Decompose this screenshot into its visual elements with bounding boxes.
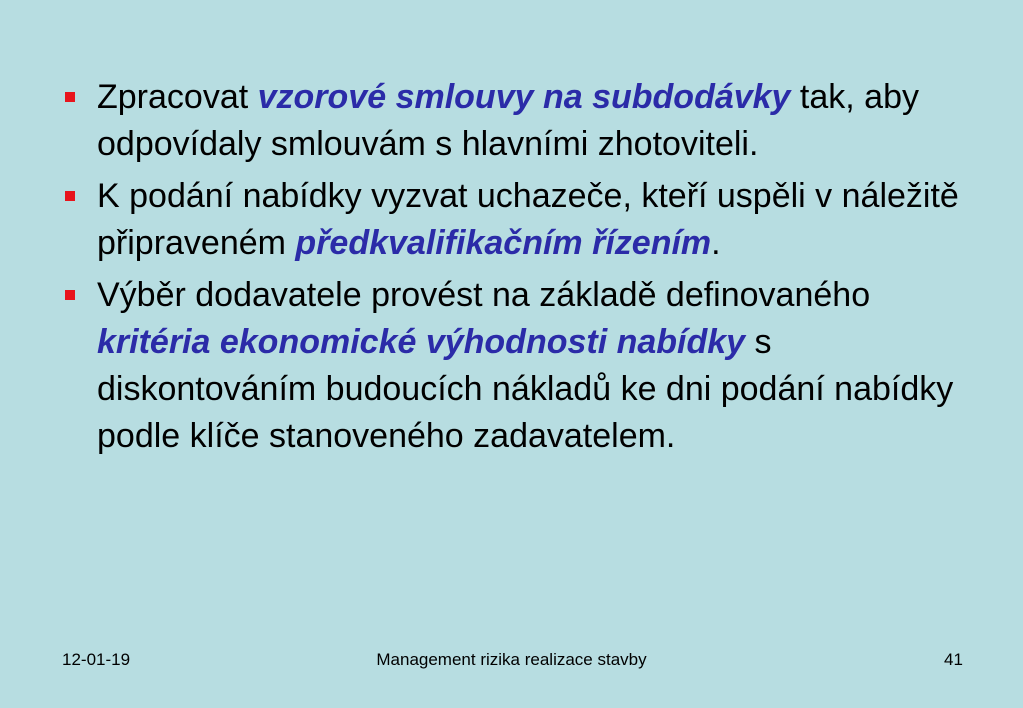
- footer-page-number: 41: [944, 650, 963, 669]
- footer-date: 12-01-19: [62, 650, 131, 669]
- text-segment: .: [711, 224, 721, 262]
- bullet-item: [60, 74, 960, 168]
- emphasized-text: kritéria ekonomické výhodnosti nabídky: [97, 323, 746, 361]
- bullet-square-icon: [65, 92, 75, 102]
- text-segment: Zpracovat: [97, 78, 258, 116]
- bullet-text: [97, 177, 959, 262]
- text-segment: Výběr dodavatele provést na základě definovaného: [97, 276, 871, 314]
- bullet-text: [97, 78, 919, 163]
- bullet-text: [97, 276, 953, 455]
- bullet-square-icon: [65, 290, 75, 300]
- emphasized-text: vzorové smlouvy na subdodávky: [257, 78, 791, 116]
- text-segment: tak, aby odpovídaly smlouvám s hlavními zhotoviteli.: [97, 78, 919, 163]
- text-segment: s diskontováním budoucích nákladů ke dni podání nabídky podle klíče stanoveného zadavatelem.: [97, 323, 954, 455]
- text-segment: K podání nabídky vyzvat uchazeče, kteří uspěli v náležitě připraveném: [97, 177, 959, 262]
- bullet-list: [60, 74, 960, 465]
- bullet-square-icon: [65, 191, 75, 201]
- footer-title: Management rizika realizace stavby: [376, 650, 647, 669]
- emphasized-text: předkvalifikačním řízením: [295, 224, 712, 262]
- bullet-item: [60, 272, 960, 460]
- bullet-item: [60, 173, 960, 267]
